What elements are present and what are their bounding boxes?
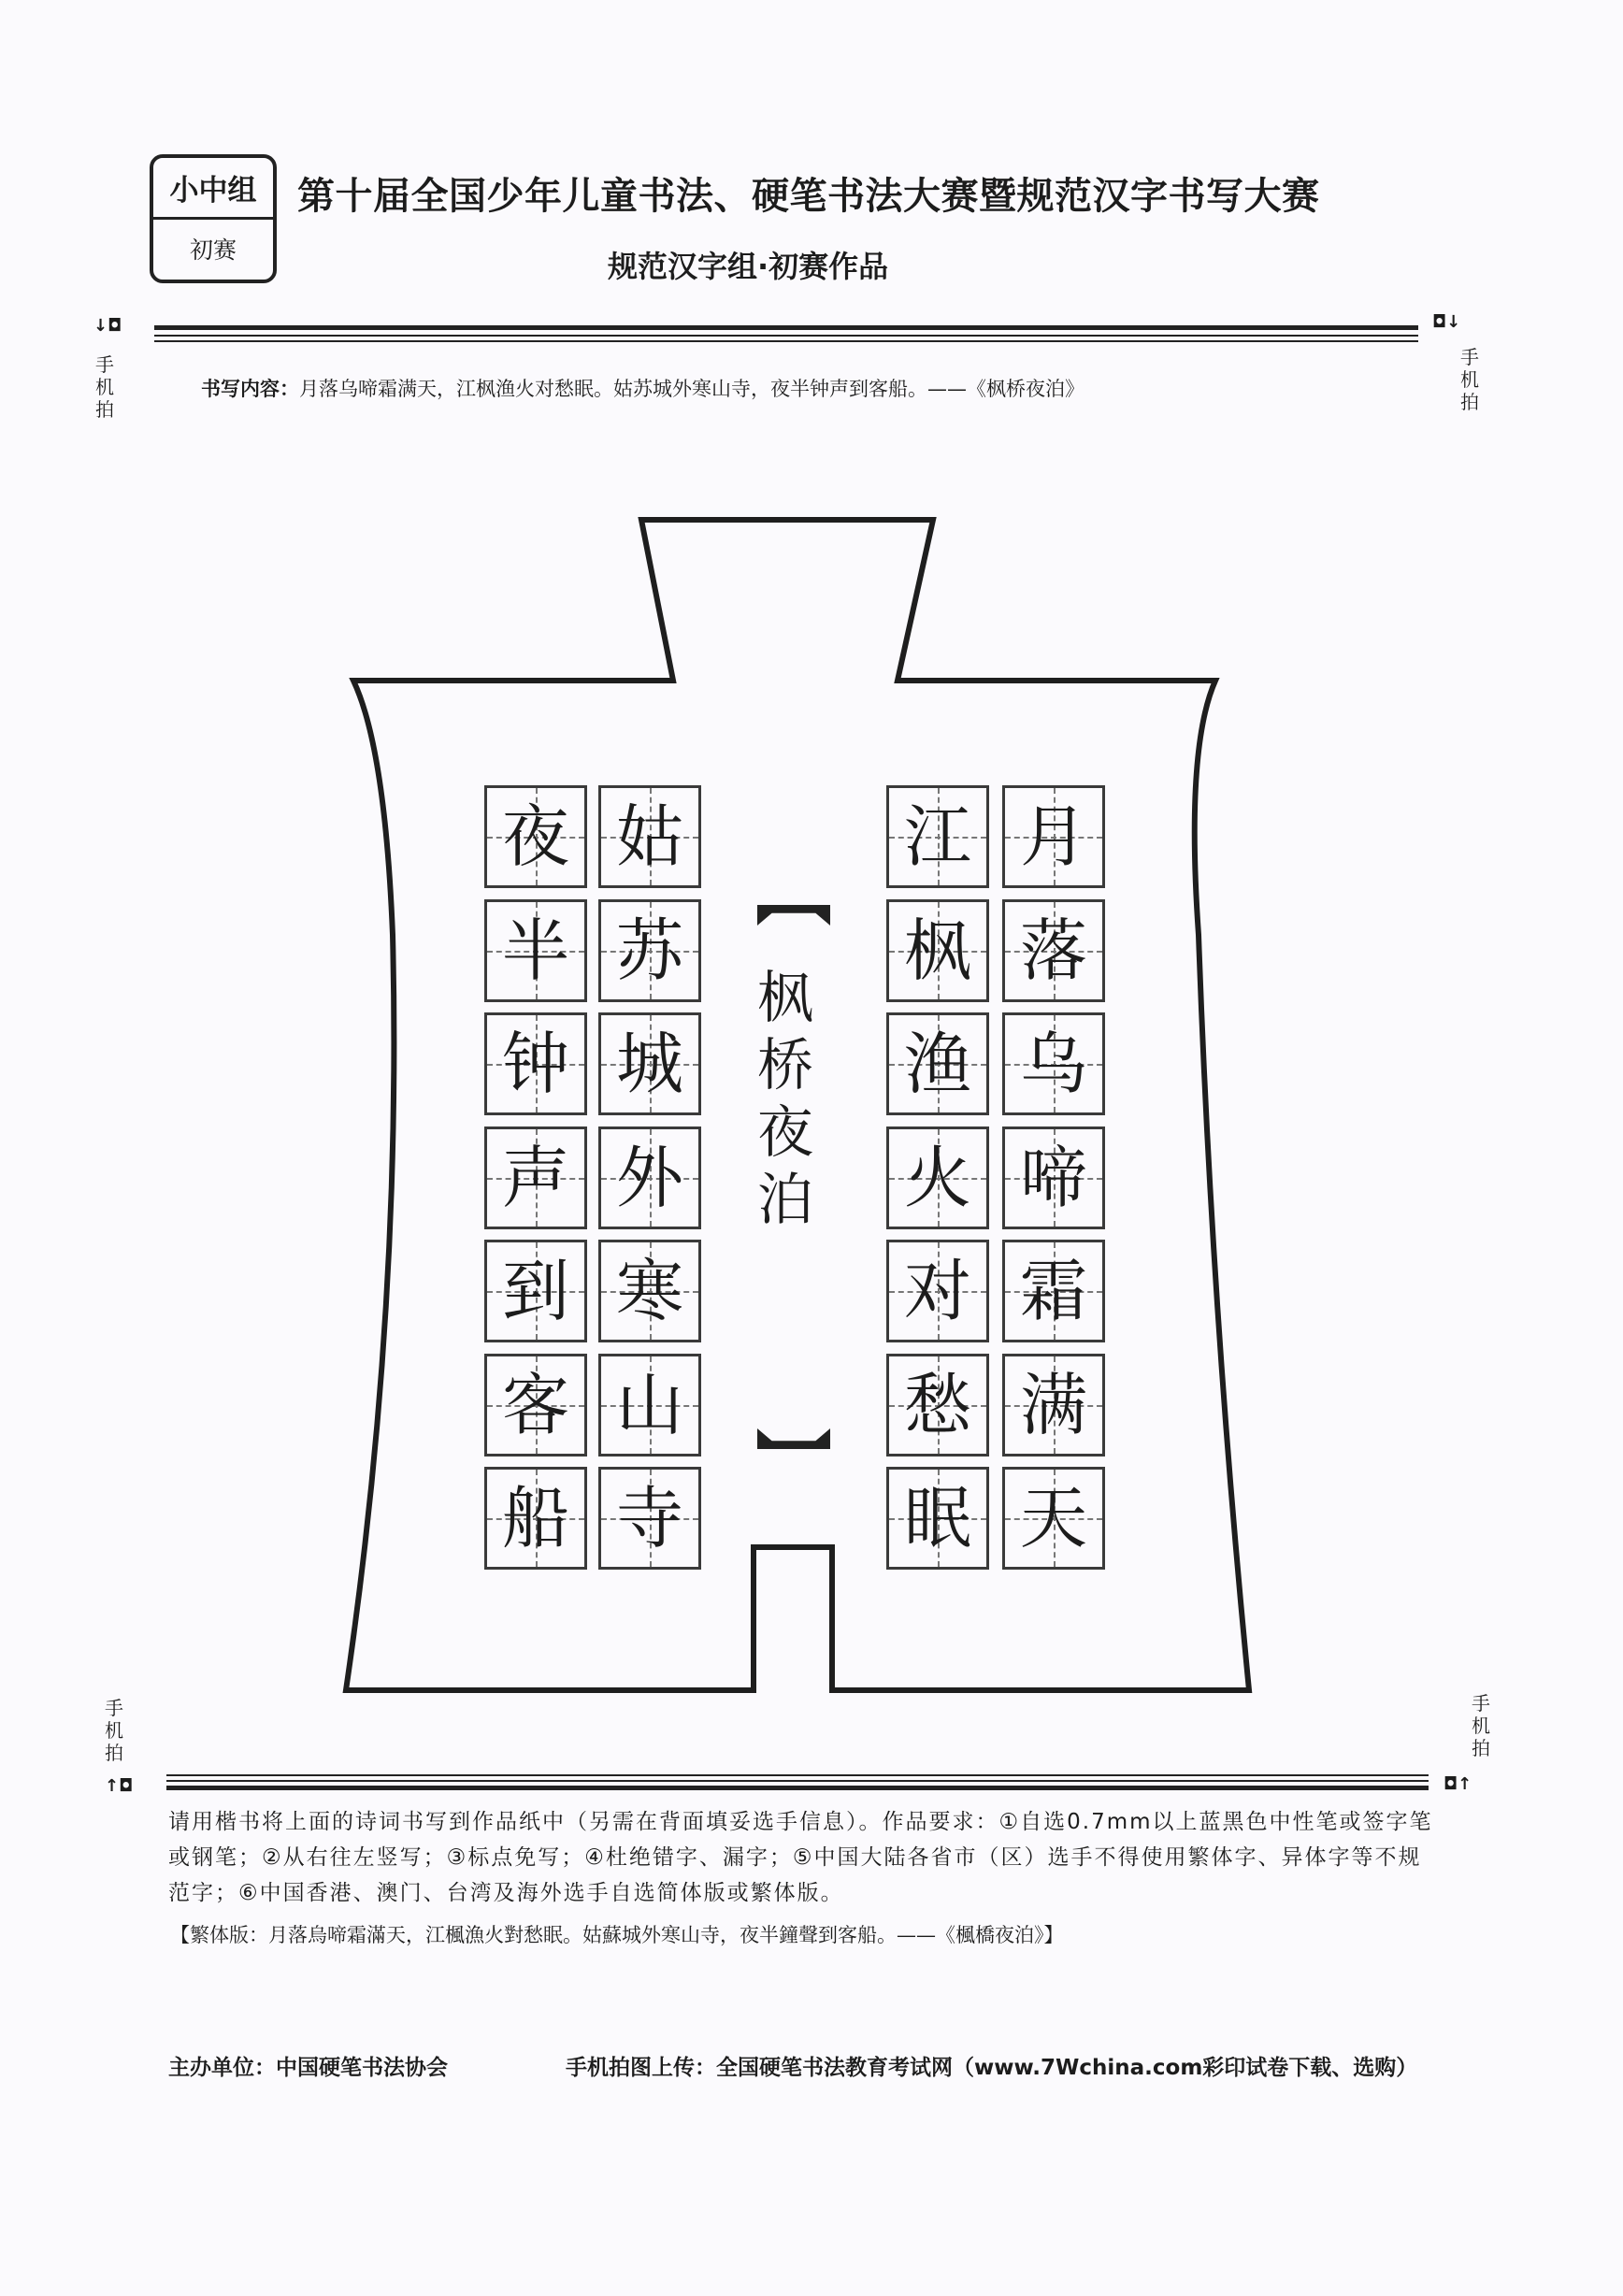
grid-character: 姑: [615, 797, 683, 876]
grid-cell: [886, 1240, 989, 1342]
grid-cell: [1002, 785, 1105, 888]
camera-marker-top-right: ◘↓: [1432, 312, 1461, 332]
grid-cell: [598, 899, 701, 1002]
grid-cell: [484, 1126, 587, 1229]
grid-cell: [484, 1240, 587, 1342]
grid-character: 城: [615, 1025, 683, 1103]
grid-cell: [886, 1467, 989, 1570]
page-subtitle: 规范汉字组·初赛作品: [608, 249, 889, 284]
grid-character: 苏: [615, 911, 683, 990]
grid-cell: [598, 1126, 701, 1229]
organizer: 主办单位：中国硬笔书法协会: [168, 2056, 448, 2080]
camera-marker-top-left: ↓◘: [93, 316, 122, 336]
grid-cell: [484, 899, 587, 1002]
camera-marker-bottom-left: ↑◘: [105, 1776, 134, 1796]
grid-character: 声: [501, 1138, 569, 1217]
grid-cell: [484, 785, 587, 888]
bottom-rule-thin: [166, 1774, 1429, 1776]
grid-cell: [1002, 1354, 1105, 1457]
camera-label-top-right: 手机拍: [1460, 346, 1479, 413]
grid-cell: [886, 1126, 989, 1229]
grid-cell: [1002, 1240, 1105, 1342]
grid-character: 乌: [1019, 1025, 1087, 1103]
grid-character: 眠: [903, 1479, 971, 1557]
page-title: 第十届全国少年儿童书法、硬笔书法大赛暨规范汉字书写大赛: [297, 174, 1320, 218]
grid-cell: [598, 1467, 701, 1570]
badge-stage: 初赛: [189, 237, 237, 264]
grid-character: 江: [903, 797, 971, 876]
grid-cell: [598, 1354, 701, 1457]
camera-label-bottom-left: 手机拍: [105, 1697, 123, 1764]
grid-cell: [1002, 1126, 1105, 1229]
grid-character: 外: [615, 1138, 683, 1217]
grid-character: 客: [501, 1365, 569, 1444]
grid-cell: [484, 1012, 587, 1115]
grid-character: 天: [1019, 1479, 1087, 1557]
grid-cell: [1002, 899, 1105, 1002]
grid-character: 对: [903, 1252, 971, 1330]
grid-character: 霜: [1019, 1252, 1087, 1330]
grid-character: 落: [1019, 911, 1087, 990]
traditional-version: 【繁体版：月落烏啼霜滿天，江楓漁火對愁眠。姑蘇城外寒山寺，夜半鐘聲到客船。——《楓橋夜泊》】: [170, 1924, 1064, 1946]
camera-label-top-left: 手机拍: [95, 353, 114, 421]
poem-title: 枫桥夜泊: [757, 966, 813, 1233]
instructions: 请用楷书将上面的诗词书写到作品纸中（另需在背面填妥选手信息）。作品要求：①自选0.7mm以上蓝黑色中性笔或签字笔或钢笔；②从右往左竖写；③标点免写；④杜绝错字、漏字；⑤中国大陆各省市（区）选手不得使用繁体字、异体字等不规范字；⑥中国香港、澳门、台湾及海外选手自选简体版或繁体版。: [168, 1810, 1433, 1905]
grid-character: 愁: [903, 1365, 971, 1444]
grid-character: 寺: [615, 1479, 683, 1557]
grid-cell: [886, 1354, 989, 1457]
grid-character: 满: [1019, 1365, 1087, 1444]
grid-character: 啼: [1019, 1138, 1087, 1217]
writing-content-text: 月落乌啼霜满天，江枫渔火对愁眠。姑苏城外寒山寺，夜半钟声到客船。——《枫桥夜泊》: [299, 378, 1084, 400]
grid-cell: [1002, 1012, 1105, 1115]
grid-character: 钟: [501, 1025, 569, 1103]
upload-info: 手机拍图上传：全国硬笔书法教育考试网（www.7Wchina.com彩印试卷下载、选购）: [566, 2056, 1418, 2080]
grid-character: 半: [501, 911, 569, 990]
grid-character: 山: [615, 1365, 683, 1444]
grid-cell: [1002, 1467, 1105, 1570]
grid-cell: [484, 1467, 587, 1570]
badge-group: 小中组: [169, 173, 257, 208]
grid-character: 火: [903, 1138, 971, 1217]
grid-cell: [886, 899, 989, 1002]
grid-cell: [598, 1240, 701, 1342]
bottom-rule-thick: [166, 1786, 1429, 1790]
grid-character: 夜: [501, 797, 569, 876]
grid-character: 寒: [615, 1252, 683, 1330]
grid-cell: [598, 1012, 701, 1115]
camera-label-bottom-right: 手机拍: [1472, 1692, 1490, 1759]
grid-character: 到: [501, 1252, 569, 1330]
grid-character: 月: [1019, 797, 1087, 876]
writing-content-label: 书写内容：: [201, 378, 299, 400]
camera-marker-bottom-right: ◘↑: [1443, 1774, 1472, 1794]
grid-cell: [886, 1012, 989, 1115]
bottom-rule-thin-2: [166, 1780, 1429, 1782]
grid-character: 渔: [903, 1025, 971, 1103]
grid-cell: [886, 785, 989, 888]
grid-cell: [484, 1354, 587, 1457]
grid-character: 枫: [903, 911, 971, 990]
grid-cell: [598, 785, 701, 888]
grid-character: 船: [501, 1479, 569, 1557]
